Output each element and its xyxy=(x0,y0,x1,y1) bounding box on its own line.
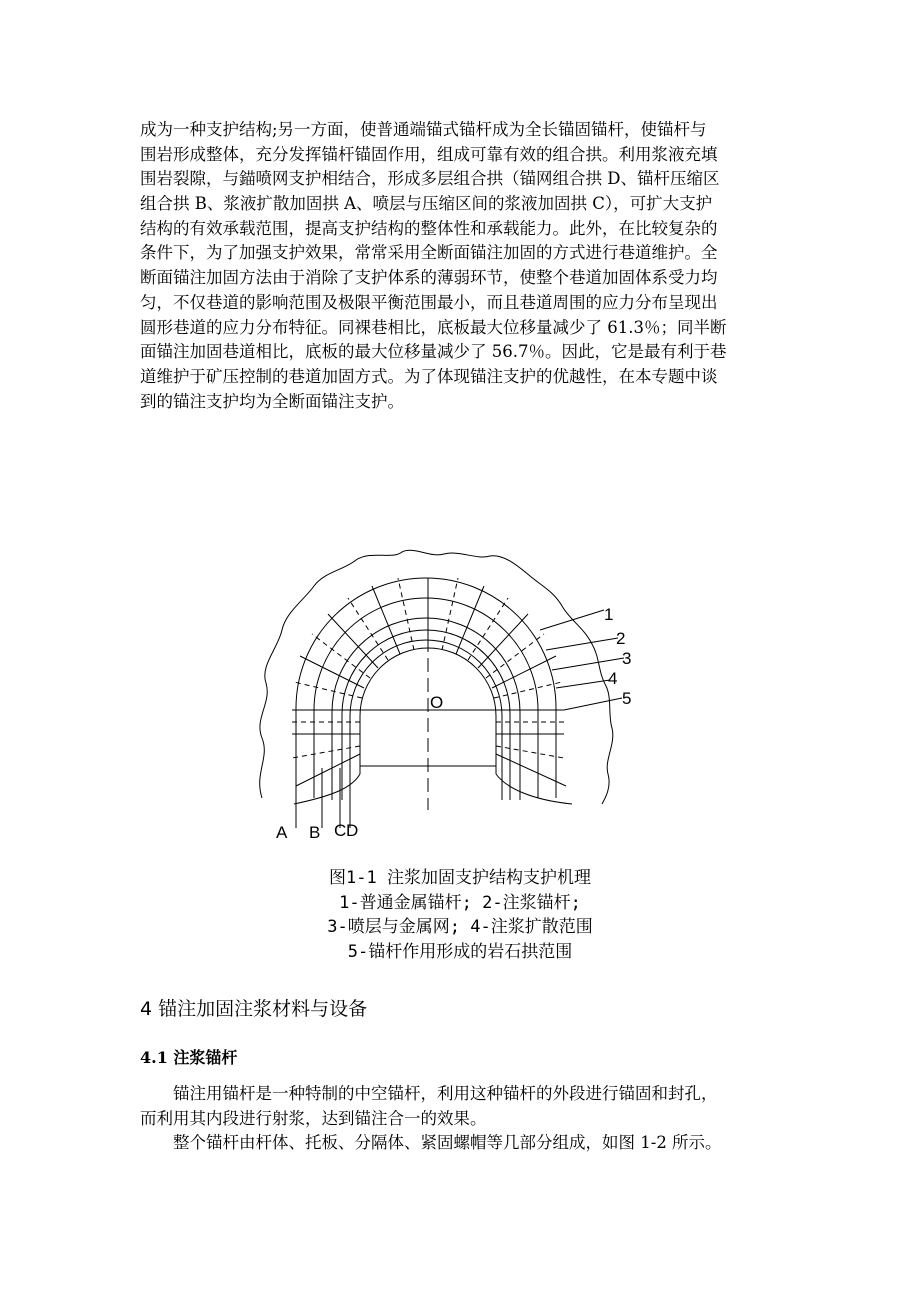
arch-2 xyxy=(314,598,538,798)
leader-1 xyxy=(540,610,604,630)
paragraph-line: 成为一种支护结构;另一方面，使普通端锚式锚杆成为全长锚固锚杆，使锚杆与 xyxy=(140,120,707,139)
paragraph-line: 匀，不仅巷道的影响范围及极限平衡范围最小，而且巷道周围的应力分布呈现出 xyxy=(140,292,718,312)
paragraph-line: 圆形巷道的应力分布特征。同裸巷相比，底板最大位移量减少了 61.3％；同半断 xyxy=(140,317,727,337)
section-heading: 4 锚注加固注浆材料与设备 xyxy=(140,998,368,1020)
callout-4: 4 xyxy=(608,669,618,688)
zone-label-d: D xyxy=(346,821,359,840)
paragraph-line: 到的锚注支护均为全断面锚注支护。 xyxy=(140,391,404,411)
paragraph-line: 围岩形成整体，充分发挥锚杆锚固作用，组成可靠有效的组合拱。利用浆液充填 xyxy=(140,144,718,164)
callout-5: 5 xyxy=(622,689,632,708)
arch-4 xyxy=(342,630,510,800)
figure-caption xyxy=(240,866,680,964)
paragraph-line: 锚注用锚杆是一种特制的中空锚杆，利用这种锚杆的外段进行锚固和封孔， xyxy=(173,1084,718,1103)
caption-legend-line: 1-普通金属锚杆; 2-注浆锚杆; xyxy=(339,892,581,913)
caption-legend-line: 3-喷层与金属网; 4-注浆扩散范围 xyxy=(327,917,593,937)
leader-4 xyxy=(556,680,610,688)
callout-1: 1 xyxy=(604,605,614,624)
paragraph-line: 道维护于矿压控制的巷道加固方式。为了体现锚注支护的优越性，在本专题中谈 xyxy=(140,366,718,386)
paragraph-line: 面锚注加固巷道相比，底板的最大位移量减少了 56.7％。因此，它是最有利于巷 xyxy=(140,342,727,362)
callout-3: 3 xyxy=(622,649,632,668)
tunnel-support-diagram xyxy=(252,548,662,848)
body-paragraph-1 xyxy=(140,118,782,414)
paragraph-line: 而利用其内段进行射浆，达到锚注合一的效果。 xyxy=(140,1108,487,1128)
arch-5 xyxy=(350,640,502,800)
caption-legend-line: 5-锚杆作用形成的岩石拱范围 xyxy=(347,941,573,962)
paragraph-line: 围岩裂隙，与錨喷网支护相结合，形成多层组合拱（锚网组合拱 D、锚杆压缩区 xyxy=(140,169,720,189)
paragraph-line: 断面锚注加固方法由于消除了支护体系的薄弱环节，使整个巷道加固体系受力均 xyxy=(140,268,718,288)
leader-2 xyxy=(546,638,618,650)
subsection-heading: 4.1 注浆锚杆 xyxy=(140,1048,238,1067)
paragraph-line: 整个锚杆由杆体、托板、分隔体、紧固螺帽等几部分组成，如图 1-2 所示。 xyxy=(173,1133,722,1153)
lower-rock-line-right xyxy=(496,774,572,804)
center-label: O xyxy=(430,693,444,712)
caption-title: 图1-1 注浆加固支护结构支护机理 xyxy=(329,868,591,888)
zone-label-c: C xyxy=(334,821,347,840)
leader-5 xyxy=(564,698,622,710)
paragraph-line: 条件下，为了加强支护效果，常常采用全断面锚注加固的方式进行巷道维护。全 xyxy=(140,243,718,263)
zone-label-b: B xyxy=(309,823,321,842)
callout-2: 2 xyxy=(616,629,626,648)
solid-bolts xyxy=(292,578,566,786)
paragraph-line: 组合拱 B、浆液扩散加固拱 A、喷层与压缩区间的浆液加固拱 C），可扩大支护 xyxy=(140,194,713,214)
zone-label-a: A xyxy=(276,823,288,842)
paragraph-line: 结构的有效承载范围，提高支护结构的整体性和承载能力。此外，在比较复杂的 xyxy=(140,218,718,238)
body-paragraph-2 xyxy=(140,1082,782,1156)
